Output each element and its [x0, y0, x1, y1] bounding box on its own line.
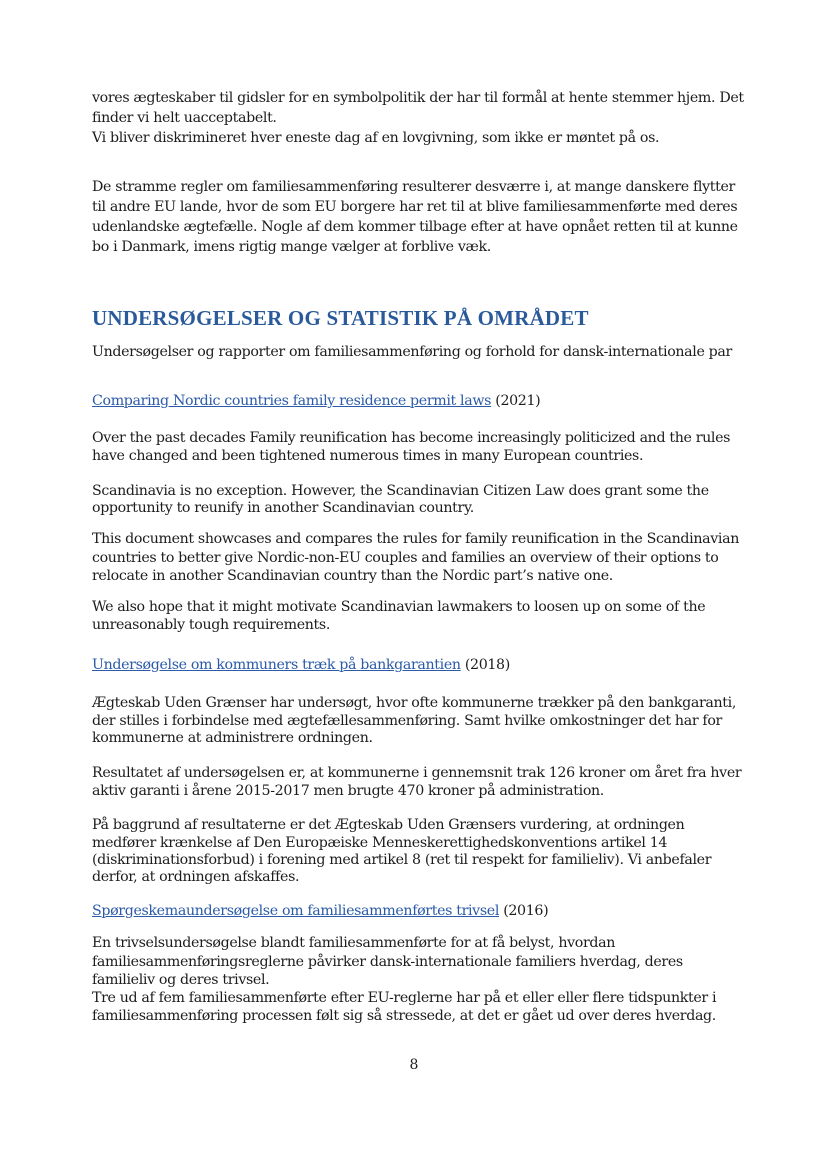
- report-paragraph: [92, 481, 752, 516]
- report-paragraph: [92, 597, 752, 633]
- intro-paragraph: [92, 88, 752, 148]
- text-line: Tre ud af fem familiesammenførte efter EU-reglerne har på et eller eller flere tidspunkter i: [92, 990, 717, 1006]
- report-paragraph: [92, 933, 752, 1025]
- text-line: opportunity to reunify in another Scandinavian country.: [92, 500, 474, 516]
- report-year: (2018): [460, 657, 510, 673]
- text-line: familiesammenføringsreglerne påvirker dansk-internationale familiers hverdag, deres: [92, 954, 683, 970]
- text-line: familiesammenføring processen følt sig så stressede, at det er gået ud over deres hverdag.: [92, 1008, 716, 1024]
- report-paragraph: [92, 693, 752, 747]
- rules-paragraph: [92, 177, 752, 257]
- text-line: This document showcases and compares the rules for family reunification in the Scandinavian: [92, 531, 739, 547]
- text-line: aktiv garanti i årene 2015-2017 men brugte 470 kroner på administration.: [92, 783, 604, 799]
- text-line: relocate in another Scandinavian country than the Nordic part’s native one.: [92, 568, 613, 584]
- report-paragraph: [92, 428, 752, 465]
- text-line: bo i Danmark, imens rigtig mange vælger at forblive væk.: [92, 239, 491, 255]
- section-heading: UNDERSØGELSER OG STATISTIK PÅ OMRÅDET: [92, 306, 589, 330]
- report-paragraph: [92, 763, 752, 799]
- text-line: countries to better give Nordic-non-EU couples and families an overview of their options to: [92, 550, 719, 566]
- text-line: vores ægteskaber til gidsler for en symbolpolitik der har til formål at hente stemmer hjem. Det: [92, 90, 744, 106]
- report-link-trivsel[interactable]: Spørgeskemaundersøgelse om familiesammenførtes trivsel: [92, 903, 500, 919]
- text-line: (diskriminationsforbud) i forening med artikel 8 (ret til respekt for familieliv). Vi anbefaler: [92, 852, 712, 868]
- text-line: Vi bliver diskrimineret hver eneste dag af en lovgivning, som ikke er møntet på os.: [92, 130, 660, 146]
- text-line: På baggrund af resultaterne er det Ægteskab Uden Grænsers vurdering, at ordningen: [92, 817, 685, 833]
- text-line: Scandinavia is no exception. However, the Scandinavian Citizen Law does grant some the: [92, 483, 709, 499]
- text-line: Over the past decades Family reunification has become increasingly politicized and the rules: [92, 430, 731, 446]
- text-line: til andre EU lande, hvor de som EU borgere har ret til at blive familiesammenførte med deres: [92, 199, 738, 215]
- report-paragraph: [92, 529, 752, 585]
- text-line: have changed and been tightened numerous times in many European countries.: [92, 448, 644, 464]
- text-line: familieliv og deres trivsel.: [92, 972, 270, 988]
- page-number: 8: [409, 1057, 419, 1073]
- text-line: kommunerne at administrere ordningen.: [92, 730, 373, 746]
- subtitle-line: Undersøgelser og rapporter om familiesammenføring og forhold for dansk-internationale par: [92, 344, 732, 360]
- report-link-nordic[interactable]: Comparing Nordic countries family residence permit laws: [92, 393, 492, 409]
- text-line: derfor, at ordningen afskaffes.: [92, 869, 300, 885]
- text-line: De stramme regler om familiesammenføring resulterer desværre i, at mange danskere flytter: [92, 179, 735, 195]
- report-year: (2016): [499, 903, 549, 919]
- text-line: udenlandske ægtefælle. Nogle af dem kommer tilbage efter at have opnået retten til at kunne: [92, 219, 738, 235]
- text-line: En trivselsundersøgelse blandt familiesammenførte for at få belyst, hvordan: [92, 935, 616, 951]
- text-line: medfører krænkelse af Den Europæiske Menneskerettighedskonventions artikel 14: [92, 835, 668, 851]
- report-link-bankgaranti[interactable]: Undersøgelse om kommuners træk på bankgarantien: [92, 657, 461, 673]
- report-title-nordic: [92, 391, 752, 411]
- text-line: Resultatet af undersøgelsen er, at kommunerne i gennemsnit trak 126 kroner om året fra hver: [92, 765, 742, 781]
- report-title-trivsel: [92, 901, 752, 921]
- report-year: (2021): [491, 393, 541, 409]
- section-subtitle: [92, 342, 752, 362]
- text-line: unreasonably tough requirements.: [92, 617, 330, 633]
- report-title-bankgaranti: [92, 655, 752, 675]
- report-paragraph: [92, 815, 752, 886]
- text-line: der stilles i forbindelse med ægtefællesammenføring. Samt hvilke omkostninger det har for: [92, 713, 722, 729]
- text-line: finder vi helt uacceptabelt.: [92, 110, 277, 126]
- text-line: Ægteskab Uden Grænser har undersøgt, hvor ofte kommunerne trækker på den bankgaranti,: [92, 695, 736, 711]
- text-line: We also hope that it might motivate Scandinavian lawmakers to loosen up on some of the: [92, 599, 706, 615]
